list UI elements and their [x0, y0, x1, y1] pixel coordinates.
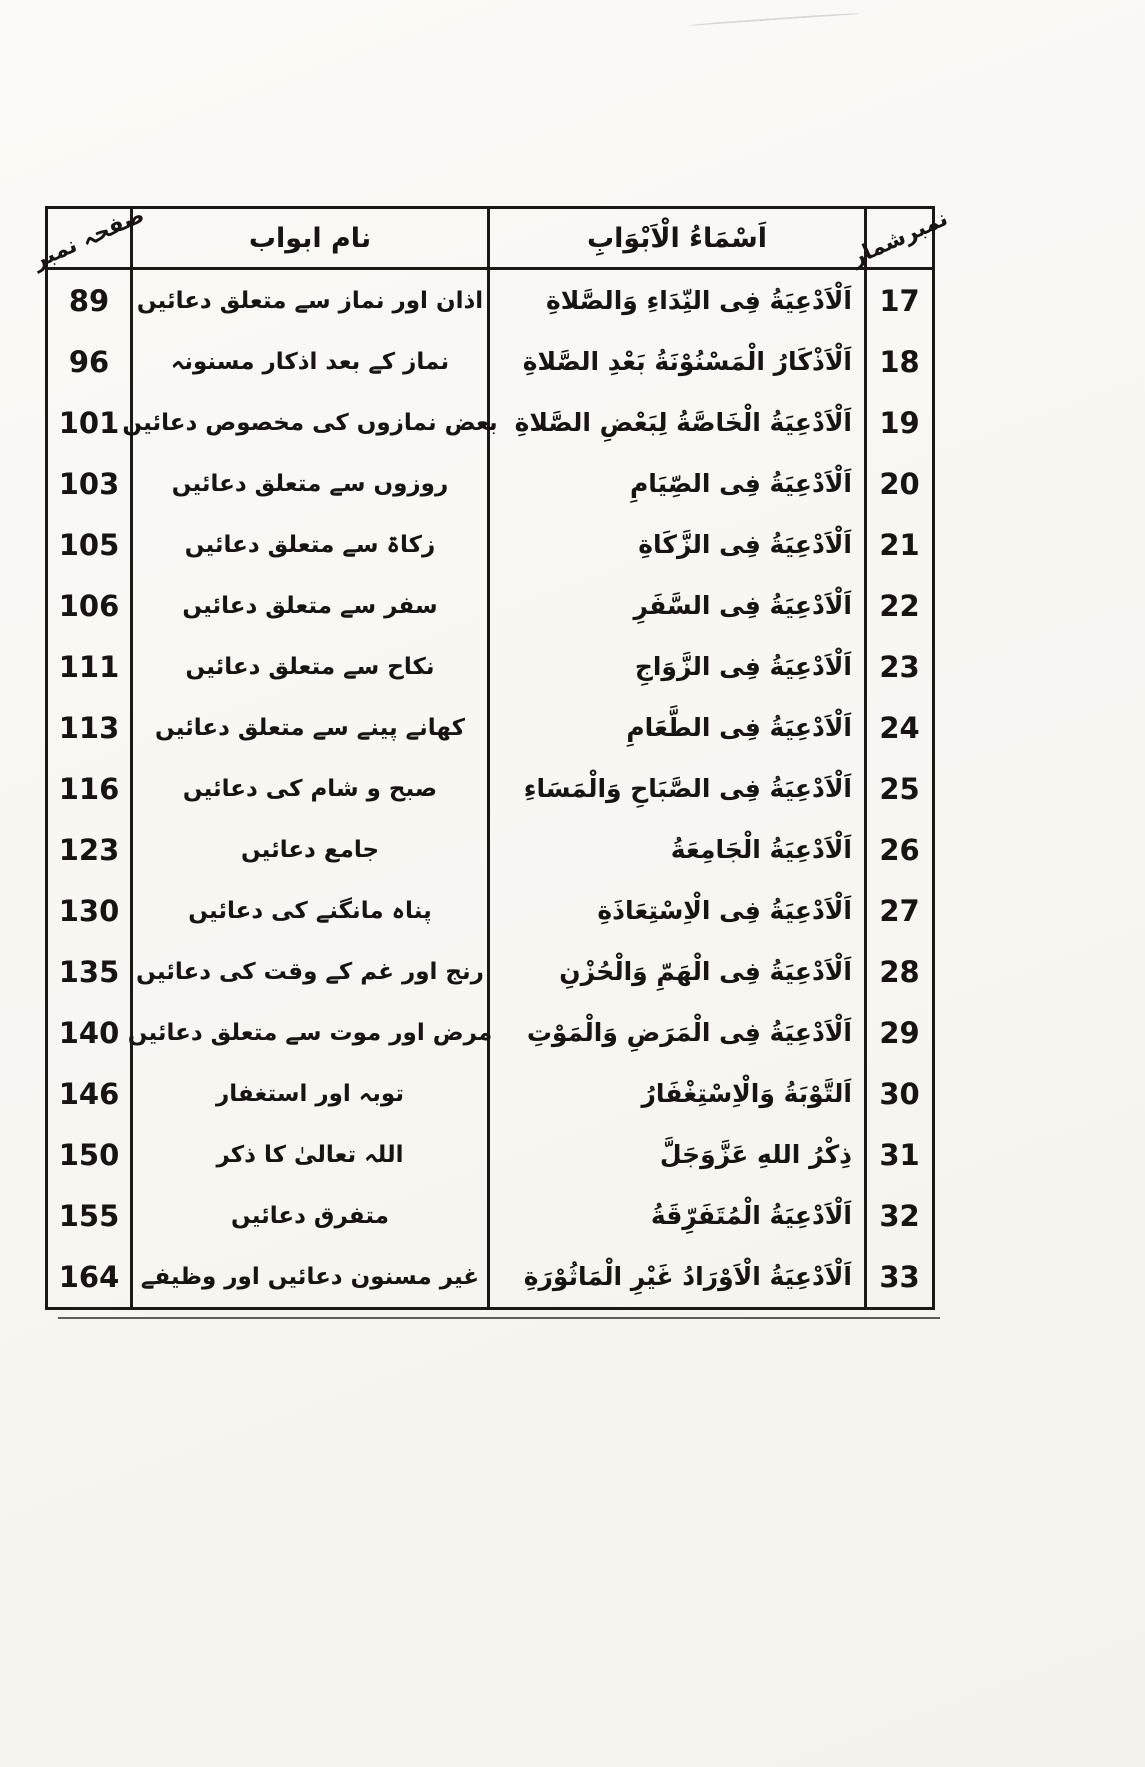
header-urdu-cell — [130, 209, 487, 267]
serial-number: 30 — [879, 1076, 920, 1111]
serial-number-cell — [864, 575, 932, 636]
bottom-double-rule — [58, 1317, 940, 1319]
urdu-chapter-name: پناہ مانگنے کی دعائیں — [188, 897, 432, 924]
page-number-cell — [48, 941, 130, 1002]
page-number: 155 — [58, 1198, 120, 1233]
scan-artifact-line — [690, 12, 860, 27]
urdu-chapter-name: نکاح سے متعلق دعائیں — [185, 653, 435, 680]
page-number-cell — [48, 575, 130, 636]
arabic-chapter-name: ذِكْرُ اللهِ عَزَّوَجَلَّ — [659, 1140, 852, 1169]
header-serial-label: نمبرشمار — [847, 205, 952, 271]
serial-number: 23 — [879, 649, 920, 684]
urdu-chapter-name-cell — [130, 1124, 487, 1185]
page-number: 96 — [68, 344, 110, 379]
urdu-chapter-name-cell — [130, 819, 487, 880]
toc-row — [48, 636, 932, 697]
serial-number: 33 — [879, 1259, 920, 1294]
page-number-cell — [48, 453, 130, 514]
toc-row — [48, 331, 932, 392]
page-number-cell — [48, 758, 130, 819]
serial-number-cell — [864, 697, 932, 758]
urdu-chapter-name-cell — [130, 941, 487, 1002]
arabic-chapter-name-cell — [487, 453, 864, 514]
page-number: 140 — [58, 1015, 120, 1050]
toc-row — [48, 1185, 932, 1246]
urdu-chapter-name-cell — [130, 1063, 487, 1124]
arabic-chapter-name: اَلْاَدْعِيَةُ فِى الطَّعَامِ — [626, 713, 852, 742]
urdu-chapter-name-cell — [130, 453, 487, 514]
page-number: 113 — [58, 710, 120, 745]
serial-number-cell — [864, 331, 932, 392]
header-serial-cell — [847, 205, 952, 271]
page-number: 130 — [58, 893, 120, 928]
toc-row — [48, 1246, 932, 1307]
toc-row — [48, 453, 932, 514]
arabic-chapter-name: اَلْاَدْعِيَةُ فِى الْاِسْتِعَاذَةِ — [597, 896, 852, 925]
toc-row — [48, 1063, 932, 1124]
arabic-chapter-name-cell — [487, 941, 864, 1002]
urdu-chapter-name: زکاۃ سے متعلق دعائیں — [184, 531, 436, 558]
page-number-cell — [48, 270, 130, 331]
arabic-chapter-name-cell — [487, 514, 864, 575]
page-number-cell — [48, 880, 130, 941]
header-arabic-label: اَسْمَاءُ الْاَبْوَابِ — [586, 222, 768, 254]
header-urdu-label: نام ابواب — [248, 222, 372, 254]
page-number: 150 — [58, 1137, 120, 1172]
urdu-chapter-name-cell — [127, 1002, 493, 1063]
arabic-chapter-name-cell — [487, 270, 864, 331]
serial-number: 31 — [879, 1137, 920, 1172]
page-number-cell — [48, 697, 130, 758]
serial-number: 28 — [879, 954, 920, 989]
serial-number: 21 — [879, 527, 920, 562]
urdu-chapter-name-cell — [122, 392, 498, 453]
urdu-chapter-name: اذان اور نماز سے متعلق دعائیں — [136, 287, 484, 314]
serial-number: 17 — [879, 283, 920, 318]
page-number: 89 — [68, 283, 110, 318]
serial-number-cell — [864, 941, 932, 1002]
serial-number-cell — [864, 392, 932, 453]
arabic-chapter-name: اَلتَّوْبَةُ وَالْاِسْتِغْفَارُ — [641, 1079, 852, 1108]
page-number: 106 — [58, 588, 120, 623]
arabic-chapter-name: اَلْاَدْعِيَةُ فِى الْمَرَضِ وَالْمَوْتِ — [526, 1018, 852, 1047]
page-number-cell — [48, 331, 130, 392]
serial-number-cell — [864, 514, 932, 575]
page-number: 105 — [58, 527, 120, 562]
serial-number-cell — [864, 758, 932, 819]
urdu-chapter-name-cell — [130, 758, 487, 819]
page-number-cell — [48, 1124, 130, 1185]
page-number-cell — [48, 1002, 130, 1063]
serial-number-cell — [864, 1002, 932, 1063]
arabic-chapter-name-cell — [487, 1246, 864, 1307]
page-number-cell — [48, 514, 130, 575]
urdu-chapter-name: صبح و شام کی دعائیں — [182, 775, 438, 802]
arabic-chapter-name: اَلْاَدْعِيَةُ الْمُتَفَرِّقَةُ — [650, 1201, 852, 1230]
urdu-chapter-name: متفرق دعائیں — [231, 1202, 389, 1229]
arabic-chapter-name-cell — [487, 392, 864, 453]
serial-number-cell — [864, 636, 932, 697]
urdu-chapter-name-cell — [130, 697, 487, 758]
page-number-cell — [48, 392, 130, 453]
serial-number: 32 — [879, 1198, 920, 1233]
urdu-chapter-name-cell — [130, 575, 487, 636]
page-number: 123 — [58, 832, 120, 867]
urdu-chapter-name: سفر سے متعلق دعائیں — [182, 592, 438, 619]
urdu-chapter-name: بعض نمازوں کی مخصوص دعائیں — [122, 409, 498, 436]
arabic-chapter-name: اَلْاَدْعِيَةُ الْخَاصَّةُ لِبَعْضِ الصَّلاةِ — [514, 408, 852, 437]
serial-number: 26 — [879, 832, 920, 867]
arabic-chapter-name-cell — [487, 1002, 864, 1063]
urdu-chapter-name: اللہ تعالیٰ کا ذکر — [216, 1141, 404, 1168]
page-number-cell — [48, 1185, 130, 1246]
page-number-cell — [48, 636, 130, 697]
urdu-chapter-name-cell — [130, 636, 487, 697]
urdu-chapter-name: توبہ اور استغفار — [216, 1080, 404, 1107]
page-number: 135 — [58, 954, 120, 989]
serial-number: 20 — [879, 466, 920, 501]
arabic-chapter-name-cell — [487, 758, 864, 819]
toc-row — [48, 270, 932, 331]
toc-row — [48, 697, 932, 758]
toc-row — [48, 758, 932, 819]
urdu-chapter-name: غیر مسنون دعائیں اور وظیفے — [140, 1263, 480, 1290]
arabic-chapter-name-cell — [487, 636, 864, 697]
urdu-chapter-name-cell — [130, 1246, 487, 1307]
arabic-chapter-name-cell — [487, 331, 864, 392]
arabic-chapter-name: اَلْاَدْعِيَةُ فِى الصِّيَامِ — [629, 469, 852, 498]
arabic-chapter-name: اَلْاَدْعِيَةُ فِى الزَّوَاجِ — [634, 652, 852, 681]
page-number: 101 — [58, 405, 120, 440]
arabic-chapter-name: اَلْاَدْعِيَةُ الْاَوْرَادُ غَيْرِ الْمَاثُوْرَةِ — [523, 1262, 852, 1291]
arabic-chapter-name-cell — [487, 880, 864, 941]
toc-row — [48, 392, 932, 453]
serial-number: 24 — [879, 710, 920, 745]
toc-row — [48, 514, 932, 575]
toc-row — [48, 1124, 932, 1185]
page-number: 164 — [58, 1259, 120, 1294]
urdu-chapter-name: رنج اور غم کے وقت کی دعائیں — [136, 958, 484, 985]
header-page-number-cell — [29, 202, 149, 274]
arabic-chapter-name-cell — [487, 1063, 864, 1124]
arabic-chapter-name: اَلْاَدْعِيَةُ فِى الْهَمِّ وَالْحُزْنِ — [559, 957, 852, 986]
serial-number: 29 — [879, 1015, 920, 1050]
serial-number: 22 — [879, 588, 920, 623]
arabic-chapter-name-cell — [487, 575, 864, 636]
toc-row — [48, 941, 932, 1002]
serial-number-cell — [864, 819, 932, 880]
serial-number: 27 — [879, 893, 920, 928]
urdu-chapter-name: نماز کے بعد اذکار مسنونہ — [170, 348, 450, 375]
toc-header-row — [29, 202, 952, 274]
header-arabic-cell — [487, 209, 864, 267]
serial-number-cell — [864, 270, 932, 331]
toc-row — [48, 880, 932, 941]
page-number: 103 — [58, 466, 120, 501]
urdu-chapter-name-cell — [130, 880, 487, 941]
arabic-chapter-name: اَلْاَدْعِيَةُ فِى الصَّبَاحِ وَالْمَسَاءِ — [523, 774, 852, 803]
serial-number: 25 — [879, 771, 920, 806]
arabic-chapter-name: اَلْاَدْعِيَةُ فِى السَّفَرِ — [633, 591, 852, 620]
page-number: 146 — [58, 1076, 120, 1111]
serial-number: 19 — [879, 405, 920, 440]
urdu-chapter-name: جامع دعائیں — [240, 836, 380, 863]
page-number-cell — [48, 1246, 130, 1307]
urdu-chapter-name: روزوں سے متعلق دعائیں — [171, 470, 449, 497]
serial-number-cell — [864, 1124, 932, 1185]
arabic-chapter-name-cell — [487, 819, 864, 880]
page-number-cell — [48, 1063, 130, 1124]
serial-number-cell — [864, 1185, 932, 1246]
serial-number-cell — [864, 1246, 932, 1307]
urdu-chapter-name-cell — [130, 270, 487, 331]
arabic-chapter-name-cell — [487, 1124, 864, 1185]
page-number-cell — [48, 819, 130, 880]
urdu-chapter-name-cell — [130, 514, 487, 575]
arabic-chapter-name: اَلْاَذْكَارُ الْمَسْنُوْنَةُ بَعْدِ الصَّلاةِ — [522, 347, 852, 376]
urdu-chapter-name: کھانے پینے سے متعلق دعائیں — [155, 714, 465, 741]
page-number: 111 — [58, 649, 120, 684]
toc-table — [29, 202, 952, 1310]
arabic-chapter-name: اَلْاَدْعِيَةُ فِى الزَّكَاةِ — [638, 530, 852, 559]
serial-number-cell — [864, 453, 932, 514]
serial-number-cell — [864, 880, 932, 941]
urdu-chapter-name-cell — [130, 331, 487, 392]
arabic-chapter-name: اَلْاَدْعِيَةُ الْجَامِعَةُ — [670, 835, 852, 864]
header-page-number-label: صفحہ نمبر — [29, 202, 149, 274]
urdu-chapter-name: مرض اور موت سے متعلق دعائیں — [127, 1019, 493, 1046]
arabic-chapter-name-cell — [487, 1185, 864, 1246]
serial-number-cell — [864, 1063, 932, 1124]
arabic-chapter-name: اَلْاَدْعِيَةُ فِى النِّدَاءِ وَالصَّلاةِ — [545, 286, 852, 315]
toc-row — [48, 819, 932, 880]
serial-number: 18 — [879, 344, 920, 379]
toc-row — [48, 575, 932, 636]
toc-body — [48, 270, 932, 1307]
urdu-chapter-name-cell — [130, 1185, 487, 1246]
page-number: 116 — [58, 771, 120, 806]
toc-row — [48, 1002, 932, 1063]
arabic-chapter-name-cell — [487, 697, 864, 758]
